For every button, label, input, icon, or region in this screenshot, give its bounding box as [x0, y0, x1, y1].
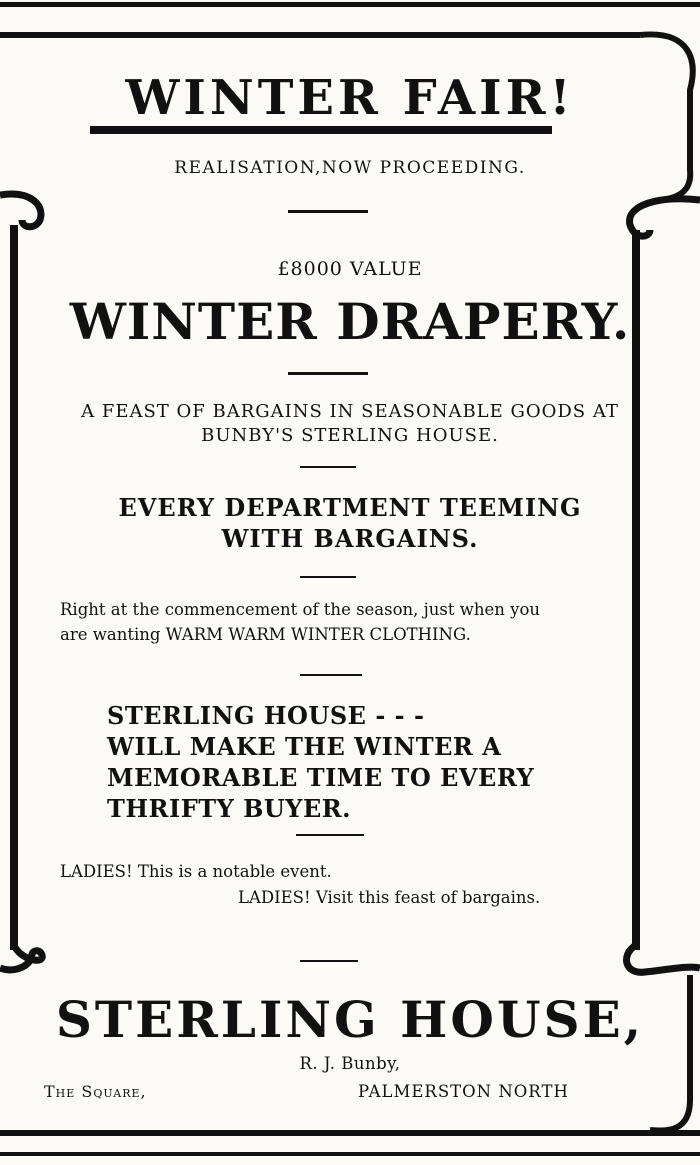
every-department-line2: WITH BARGAINS.	[221, 524, 479, 553]
ladies-line2: LADIES! Visit this feast of bargains.	[238, 888, 541, 907]
sterling-line: MEMORABLE TIME TO EVERY	[107, 763, 535, 792]
divider	[288, 210, 368, 213]
sterling-line: WILL MAKE THE WINTER A	[107, 732, 502, 761]
divider	[288, 372, 368, 375]
ladies-line1: LADIES! This is a notable event.	[60, 862, 332, 881]
divider	[300, 576, 356, 578]
divider	[300, 960, 358, 962]
season-text-line1: Right at the commencement of the season, just when you	[60, 600, 541, 619]
feast-text: A FEAST OF BARGAINS IN SEASONABLE GOODS AT BUNBY'S STERLING HOUSE.	[81, 401, 619, 446]
divider	[296, 834, 364, 836]
address-town: PALMERSTON NORTH	[358, 1082, 569, 1101]
sterling-line: THRIFTY BUYER.	[107, 794, 352, 823]
drapery-heading: WINTER DRAPERY.	[69, 292, 631, 351]
proprietor: R. J. Bunby,	[299, 1054, 401, 1073]
realisation-line: REALISATION,NOW PROCEEDING.	[174, 158, 526, 178]
season-text-line2: are wanting WARM WARM WINTER CLOTHING.	[60, 625, 471, 644]
value-line: £8000 VALUE	[277, 258, 423, 280]
headline-underline	[90, 126, 552, 134]
store-name: STERLING HOUSE,	[55, 990, 645, 1049]
every-department-line1: EVERY DEPARTMENT TEEMING	[118, 493, 582, 522]
divider	[300, 674, 362, 676]
address-street: The Square,	[44, 1082, 147, 1101]
sterling-line: STERLING HOUSE - - -	[107, 701, 425, 730]
divider	[300, 466, 356, 468]
headline: WINTER FAIR!	[125, 70, 575, 126]
sterling-statement	[107, 700, 534, 824]
